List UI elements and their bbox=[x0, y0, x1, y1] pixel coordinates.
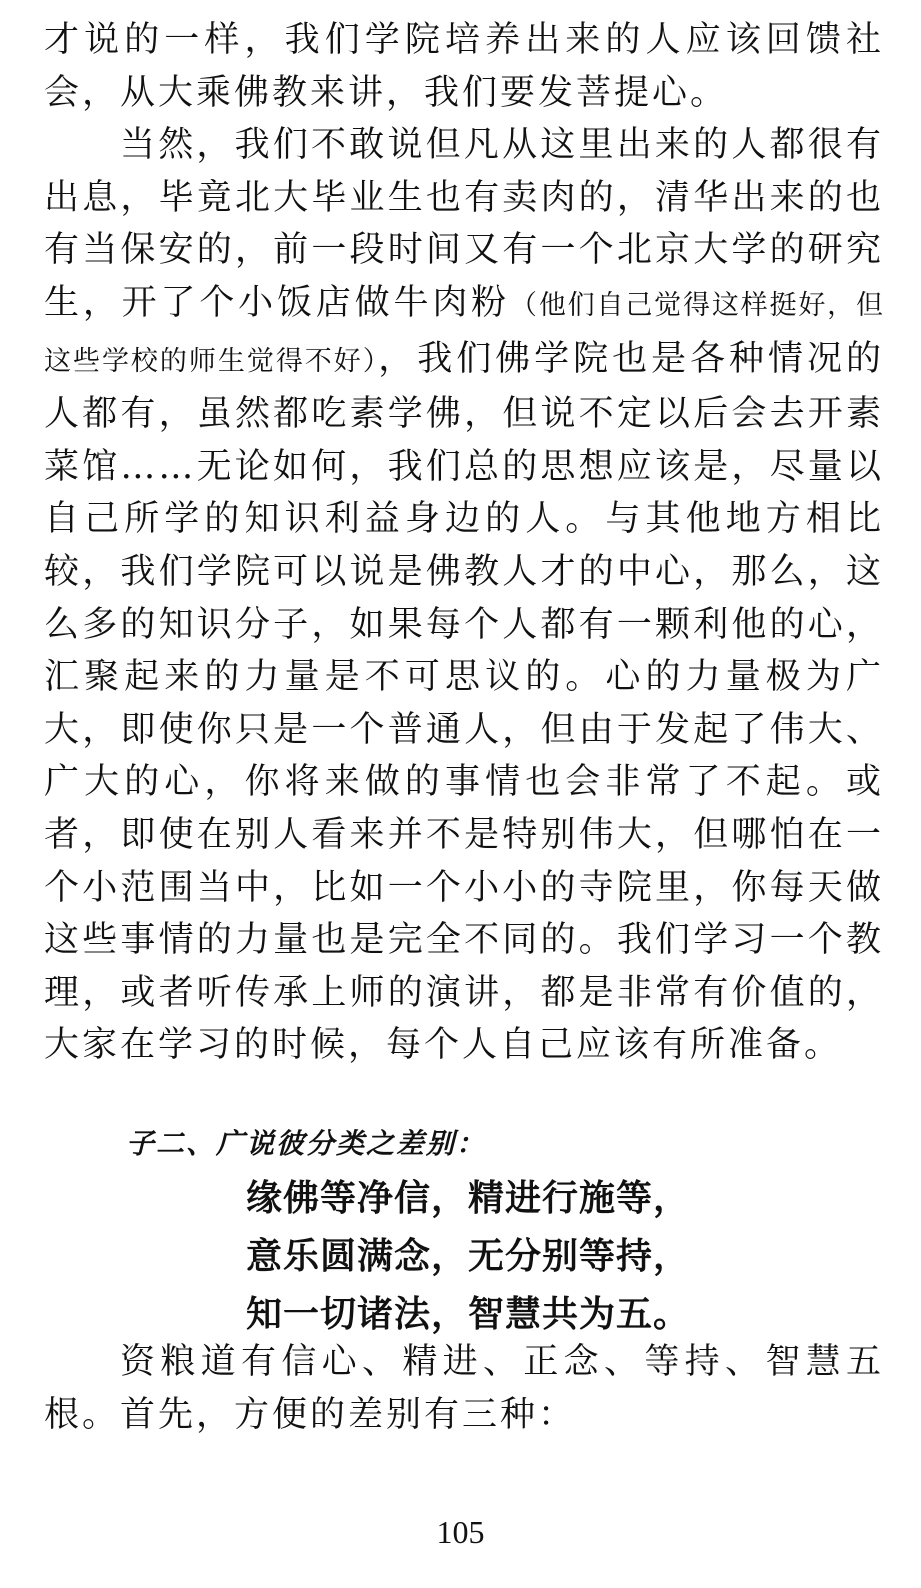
main-text bbox=[44, 14, 884, 1072]
paragraph-main-aside: （他们自己觉得这样挺好，但这些学校的师生觉得不好） bbox=[44, 289, 884, 377]
section-heading: 子二、广说彼分类之差别： bbox=[126, 1127, 487, 1160]
verse-block bbox=[246, 1170, 690, 1344]
page-number: 105 bbox=[436, 1514, 485, 1550]
after-verse-text bbox=[44, 1336, 884, 1441]
verse-line-3: 知一切诸法，智慧共为五。 bbox=[246, 1294, 691, 1335]
paragraph-after-verse: 资粮道有信心、精进、正念、等持、智慧五根。首先，方便的差别有三种： bbox=[44, 1342, 884, 1435]
paragraph-main-end: ，我们佛学院也是各种情况的人都有，虽然都吃素学佛，但说不定以后会去开素菜馆……无论如何，我们总的思想应该是，尽量以自己所学的知识利益身边的人。与其他地方相比较，我们学院可以说是佛教人才的中心，那么，这么多的知识分子，如果每个人都有一颗利他的心，汇聚起来的力量是不可思议的。心的力量极为广大，即使你只是一个普通人，但由于发起了伟大、广大的心，你将来做的事情也会非常了不起。或者，即使在别人看来并不是特别伟大，但哪怕在一个小范围当中，比如一个小小的寺院里，你每天做这些事情的力量也是完全不同的。我们学习一个教理，或者听传承上师的演讲，都是非常有价值的，大家在学习的时候，每个人自己应该有所准备。 bbox=[44, 338, 884, 1066]
paragraph-main-start: 当然，我们不敢说但凡从这里出来的人都很有出息，毕竟北大毕业生也有卖肉的，清华出来的也有当保安的，前一段时间又有一个北京大学的研究生，开了个小饭店做牛肉粉 bbox=[44, 125, 884, 323]
verse-line-1: 缘佛等净信，精进行施等， bbox=[246, 1178, 691, 1219]
verse-line-2: 意乐圆满念，无分别等持， bbox=[246, 1236, 691, 1277]
paragraph-main bbox=[44, 119, 884, 1072]
paragraph-continuation: 才说的一样，我们学院培养出来的人应该回馈社会，从大乘佛教来讲，我们要发菩提心。 bbox=[44, 20, 884, 113]
